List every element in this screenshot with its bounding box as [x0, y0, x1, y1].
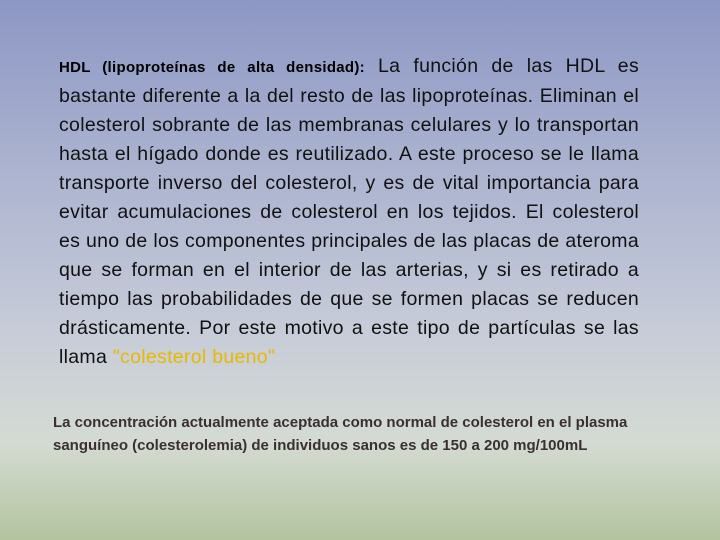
- hdl-paragraph: [59, 52, 639, 372]
- concentration-note: La concentración actualmente aceptada como normal de colesterol en el plasma sanguíneo (colesterolemia) de individuos sanos es de 150 a 200 mg/100mL: [53, 414, 628, 454]
- paragraph-heading: HDL (lipoproteínas de alta densidad):: [59, 59, 365, 76]
- highlight-good-cholesterol: "colesterol bueno": [112, 346, 276, 368]
- paragraph-body: La función de las HDL es bastante diferente a la del resto de las lipoproteínas. Eliminan el colesterol sobrante de las membranas celulares y lo transportan hasta el hígado donde es reutilizado. A este proceso se le llama transporte inverso del colesterol, y es de vital importancia para evitar acumulaciones de colesterol en los tejidos. El colesterol es uno de los componentes principales de las placas de ateroma que se forman en el interior de las arterias, y si es retirado a tiempo las probabilidades de que se formen placas se reducen drásticamente. Por este motivo a este tipo de partículas se las llama: [59, 55, 639, 368]
